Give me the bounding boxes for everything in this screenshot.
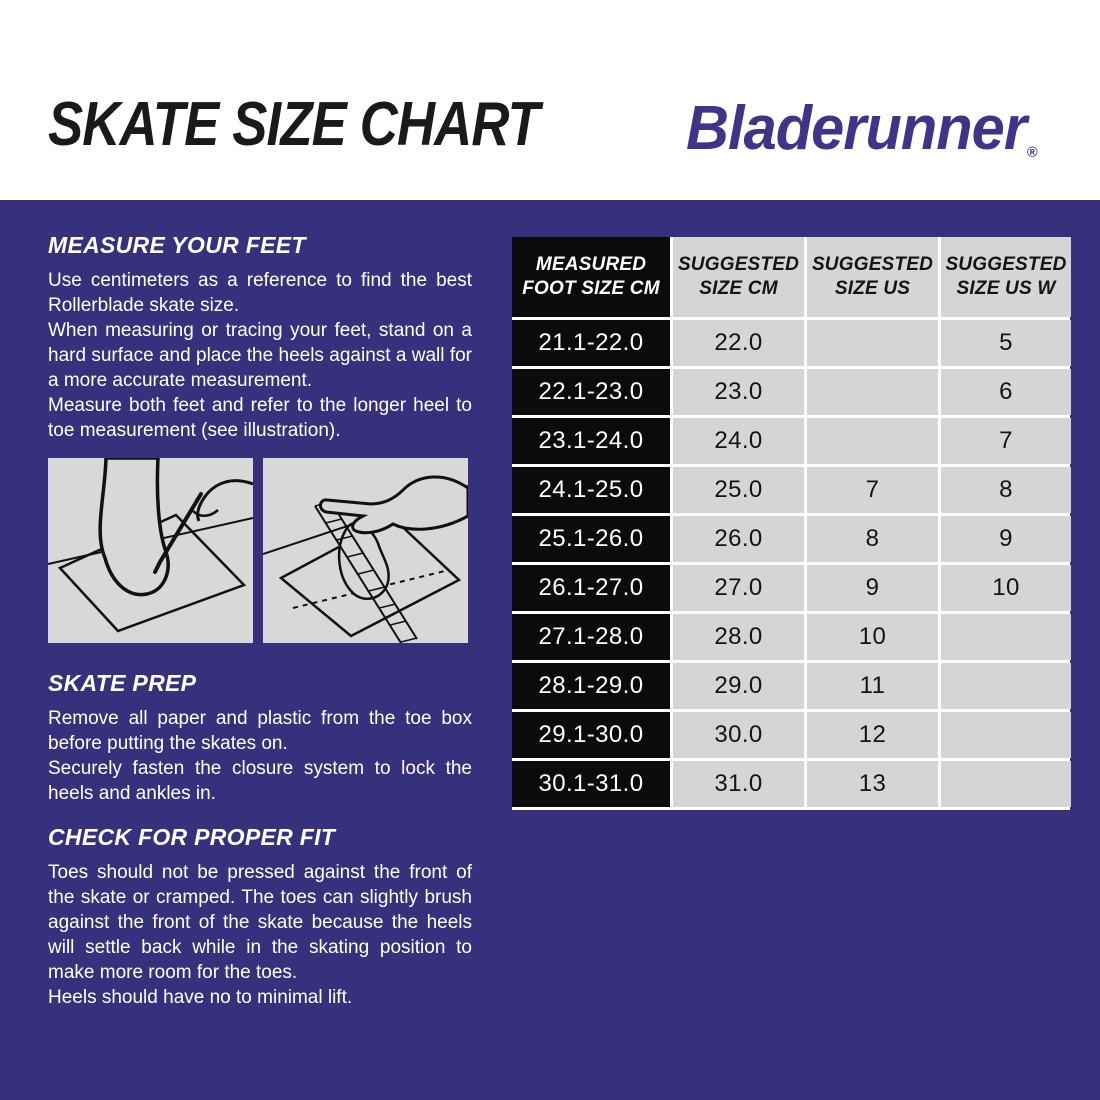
cell-suggested-size-cm: 31.0 (673, 761, 804, 807)
cell-suggested-size-cm: 26.0 (673, 516, 804, 562)
cell-suggested-size-us: 9 (807, 565, 938, 611)
column-header-suggested-size-us (807, 237, 938, 317)
check-fit-paragraph: Heels should have no to minimal lift. (48, 987, 353, 1008)
cell-suggested-size-us (807, 320, 938, 366)
cell-suggested-size-us: 13 (807, 761, 938, 807)
page-header (0, 0, 1100, 200)
content-panel (0, 200, 1100, 1100)
cell-suggested-size-us-w (941, 712, 1071, 758)
measure-your-feet-heading: MEASURE YOUR FEET (48, 232, 306, 258)
check-fit-heading: CHECK FOR PROPER FIT (48, 824, 336, 850)
section-measure-your-feet (48, 234, 472, 443)
foot-measuring-illustration (263, 458, 468, 643)
cell-suggested-size-cm: 23.0 (673, 369, 804, 415)
cell-suggested-size-us-w: 6 (941, 369, 1071, 415)
brand-logo-text: Bladerunner (686, 94, 1027, 163)
measurement-illustrations (48, 458, 468, 643)
skate-prep-paragraph: Securely fasten the closure system to lock the heels and ankles in. (48, 758, 472, 804)
cell-measured-foot-size-cm: 22.1-23.0 (512, 369, 670, 415)
section-check-for-proper-fit (48, 826, 472, 1010)
cell-suggested-size-us-w: 5 (941, 320, 1071, 366)
cell-measured-foot-size-cm: 26.1-27.0 (512, 565, 670, 611)
cell-suggested-size-us-w: 9 (941, 516, 1071, 562)
cell-suggested-size-us-w: 8 (941, 467, 1071, 513)
cell-suggested-size-cm: 27.0 (673, 565, 804, 611)
cell-suggested-size-us: 12 (807, 712, 938, 758)
skate-prep-paragraph: Remove all paper and plastic from the toe box before putting the skates on. (48, 708, 472, 754)
cell-suggested-size-us: 11 (807, 663, 938, 709)
column-header-line: SUGGESTED (945, 254, 1067, 275)
cell-suggested-size-cm: 25.0 (673, 467, 804, 513)
cell-suggested-size-us-w (941, 663, 1071, 709)
cell-suggested-size-cm: 28.0 (673, 614, 804, 660)
cell-measured-foot-size-cm: 29.1-30.0 (512, 712, 670, 758)
cell-suggested-size-us-w: 7 (941, 418, 1071, 464)
cell-suggested-size-us: 8 (807, 516, 938, 562)
page-title: SKATE SIZE CHART (48, 90, 539, 159)
column-header-suggested-size-us-w (941, 237, 1071, 317)
size-table (512, 237, 1070, 810)
cell-suggested-size-us-w: 10 (941, 565, 1071, 611)
skate-prep-heading: SKATE PREP (48, 670, 197, 696)
cell-measured-foot-size-cm: 30.1-31.0 (512, 761, 670, 807)
measure-paragraph: Measure both feet and refer to the longer heel to toe measurement (see illustration). (48, 395, 472, 441)
column-header-line: SUGGESTED (677, 254, 800, 275)
cell-measured-foot-size-cm: 21.1-22.0 (512, 320, 670, 366)
cell-suggested-size-us (807, 418, 938, 464)
cell-suggested-size-us (807, 369, 938, 415)
cell-suggested-size-cm: 24.0 (673, 418, 804, 464)
cell-suggested-size-us: 7 (807, 467, 938, 513)
registered-trademark-symbol: ® (1026, 144, 1038, 161)
cell-measured-foot-size-cm: 24.1-25.0 (512, 467, 670, 513)
cell-suggested-size-cm: 29.0 (673, 663, 804, 709)
foot-tracing-illustration (48, 458, 253, 643)
measure-paragraph: When measuring or tracing your feet, stand on a hard surface and place the heels against a wall for a more accurate measurement. (48, 320, 472, 391)
column-header-line: SIZE CM (699, 278, 778, 299)
column-header-measured-foot-size-cm (512, 237, 670, 317)
column-header-suggested-size-cm (673, 237, 804, 317)
cell-suggested-size-us: 10 (807, 614, 938, 660)
cell-measured-foot-size-cm: 23.1-24.0 (512, 418, 670, 464)
cell-suggested-size-us-w (941, 614, 1071, 660)
section-skate-prep (48, 672, 472, 806)
measure-paragraph: Use centimeters as a reference to find the best Rollerblade skate size. (48, 270, 472, 316)
column-header-line: SIZE US W (956, 278, 1056, 299)
cell-suggested-size-cm: 30.0 (673, 712, 804, 758)
column-header-line: MEASURED (535, 254, 647, 275)
cell-suggested-size-us-w (941, 761, 1071, 807)
cell-measured-foot-size-cm: 27.1-28.0 (512, 614, 670, 660)
cell-suggested-size-cm: 22.0 (673, 320, 804, 366)
cell-measured-foot-size-cm: 25.1-26.0 (512, 516, 670, 562)
column-header-line: SUGGESTED (811, 254, 934, 275)
check-fit-paragraph: Toes should not be pressed against the front of the skate or cramped. The toes can slightly brush against the front of the skate because the heels will settle back while in the skating position to make more room for the toes. (48, 862, 472, 983)
brand-logo (686, 94, 1038, 163)
cell-measured-foot-size-cm: 28.1-29.0 (512, 663, 670, 709)
column-header-line: SIZE US (834, 278, 911, 299)
column-header-line: FOOT SIZE CM (522, 278, 660, 299)
